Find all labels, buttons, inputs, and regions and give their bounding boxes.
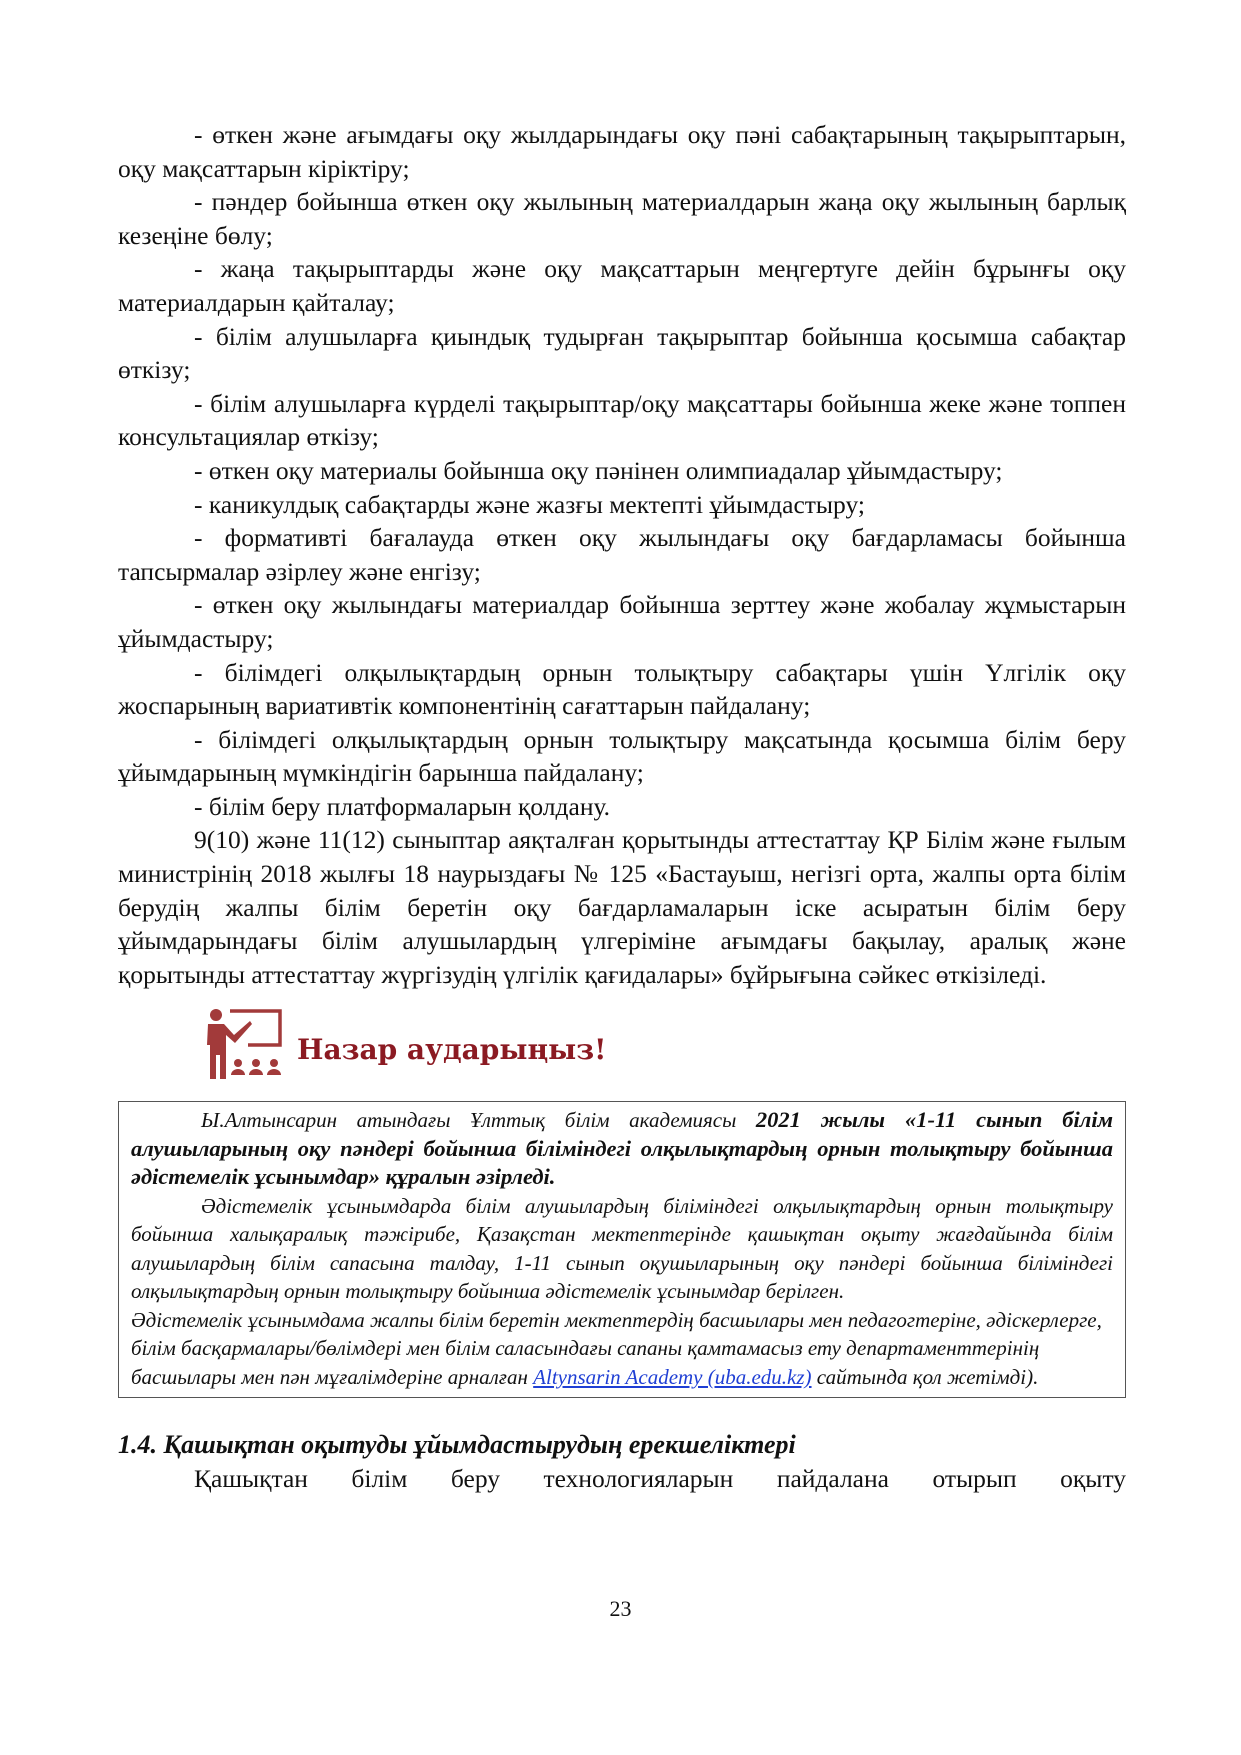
attention-title: Назар аударыңыз! [297, 1033, 607, 1067]
attention-banner [202, 1005, 1126, 1083]
list-item: - формативті бағалауда өткен оқу жылындағы оқу бағдарламасы бойынша тапсырмалар әзірлеу және енгізу; [118, 523, 1126, 586]
altynsarin-academy-link[interactable]: Altynsarin Academy (uba.edu.kz) [533, 1364, 812, 1389]
note-intro: Ы.Алтынсарин атындағы Ұлттық білім академиясы [201, 1108, 756, 1133]
attestation-paragraph: 9(10) және 11(12) сыныптар аяқталған қорытынды аттестаттау ҚР Білім және ғылым министрінің 2018 жылғы 18 наурыздағы № 125 «Бастауыш, негізгі орта, жалпы орта білім берудің жалпы білім беретін оқу бағдарламаларын іске асыратын білім беру ұйымдарындағы білім алушылардың үлгеріміне ағымдағы бақылау, аралық және қорытынды аттестаттау жүргізудің үлгілік қағидалары» бұйрығына сәйкес өткізіледі. [118, 825, 1126, 989]
list-item: - каникулдық сабақтарды және жазғы мектепті ұйымдастыру; [194, 489, 865, 519]
list-item: - өткен оқу жылындағы материалдар бойынша зерттеу және жобалау жұмыстарын ұйымдастыру; [118, 590, 1126, 653]
page-number: 23 [609, 1596, 632, 1621]
list-item: - жаңа тақырыптарды және оқу мақсаттарын меңгертуге дейін бұрынғы оқу материалдарын қайталау; [118, 254, 1126, 317]
note-paragraph-3 [131, 1306, 1113, 1392]
list-item: - пәндер бойынша өткен оқу жылының материалдарын жаңа оқу жылының барлық кезеңіне бөлу; [118, 187, 1126, 250]
note-para3-text: Әдістемелік ұсынымдама жалпы білім беретін мектептердің басшылары мен педагогтеріне, әдіскерлерге, білім басқармалары/бөлімдері мен білім саласындағы сапаны қамтамасыз ету департаменттерінің басшылары мен пән мұғалімдеріне арналған [131, 1307, 1102, 1389]
document-page [118, 118, 1126, 1496]
note-paragraph-1 [131, 1106, 1113, 1192]
section-heading: 1.4. Қашықтан оқытуды ұйымдастырудың ерекшеліктері [118, 1430, 796, 1460]
note-intro-bold: 2021 жылы «1-11 сынып білім алушыларының оқу пәндері бойынша біліміндегі олқылықтардың орнын толықтыру бойынша әдістемелік ұсынымдар» құралын әзірледі. [131, 1107, 1113, 1190]
list-item: - білімдегі олқылықтардың орнын толықтыру мақсатында қосымша білім беру ұйымдарының мүмкіндігін барынша пайдалану; [118, 724, 1126, 788]
note-para3-end: сайтында қол жетімді). [811, 1364, 1039, 1389]
note-paragraph-2: Әдістемелік ұсынымдарда білім алушылардың біліміндегі олқылықтардың орнын толықтыру бойынша халықаралық тәжірибе, Қазақстан мектептерінде қашықтан оқыту жағдайында білім алушылардың білім сапасына талдау, 1-11 сынып оқушыларының оқу пәндері бойынша біліміндегі олқылықтардың орнын толықтыру бойынша әдістемелік ұсынымдар берілген. [131, 1193, 1113, 1304]
info-box [118, 1101, 1126, 1398]
list-item: - өткен оқу материалы бойынша оқу пәнінен олимпиадалар ұйымдастыру; [194, 455, 1003, 485]
section-paragraph: Қашықтан білім беру технологияларын пайдалана отырып оқыту [194, 1464, 1126, 1494]
list-item: - білім беру платформаларын қолдану. [194, 791, 611, 821]
list-item: - білім алушыларға күрделі тақырыптар/оқу мақсаттары бойынша жеке және топпен консультациялар өткізу; [118, 388, 1126, 452]
list-item: - білімдегі олқылықтардың орнын толықтыру сабақтары үшін Үлгілік оқу жоспарының вариативтік компонентінің сағаттарын пайдалану; [118, 657, 1126, 721]
teacher-presentation-icon [202, 1005, 292, 1083]
list-item: - білім алушыларға қиындық тудырған тақырыптар бойынша қосымша сабақтар өткізу; [118, 321, 1126, 385]
list-item: - өткен және ағымдағы оқу жылдарындағы оқу пәні сабақтарының тақырыптарын, оқу мақсаттарын кіріктіру; [118, 120, 1126, 183]
